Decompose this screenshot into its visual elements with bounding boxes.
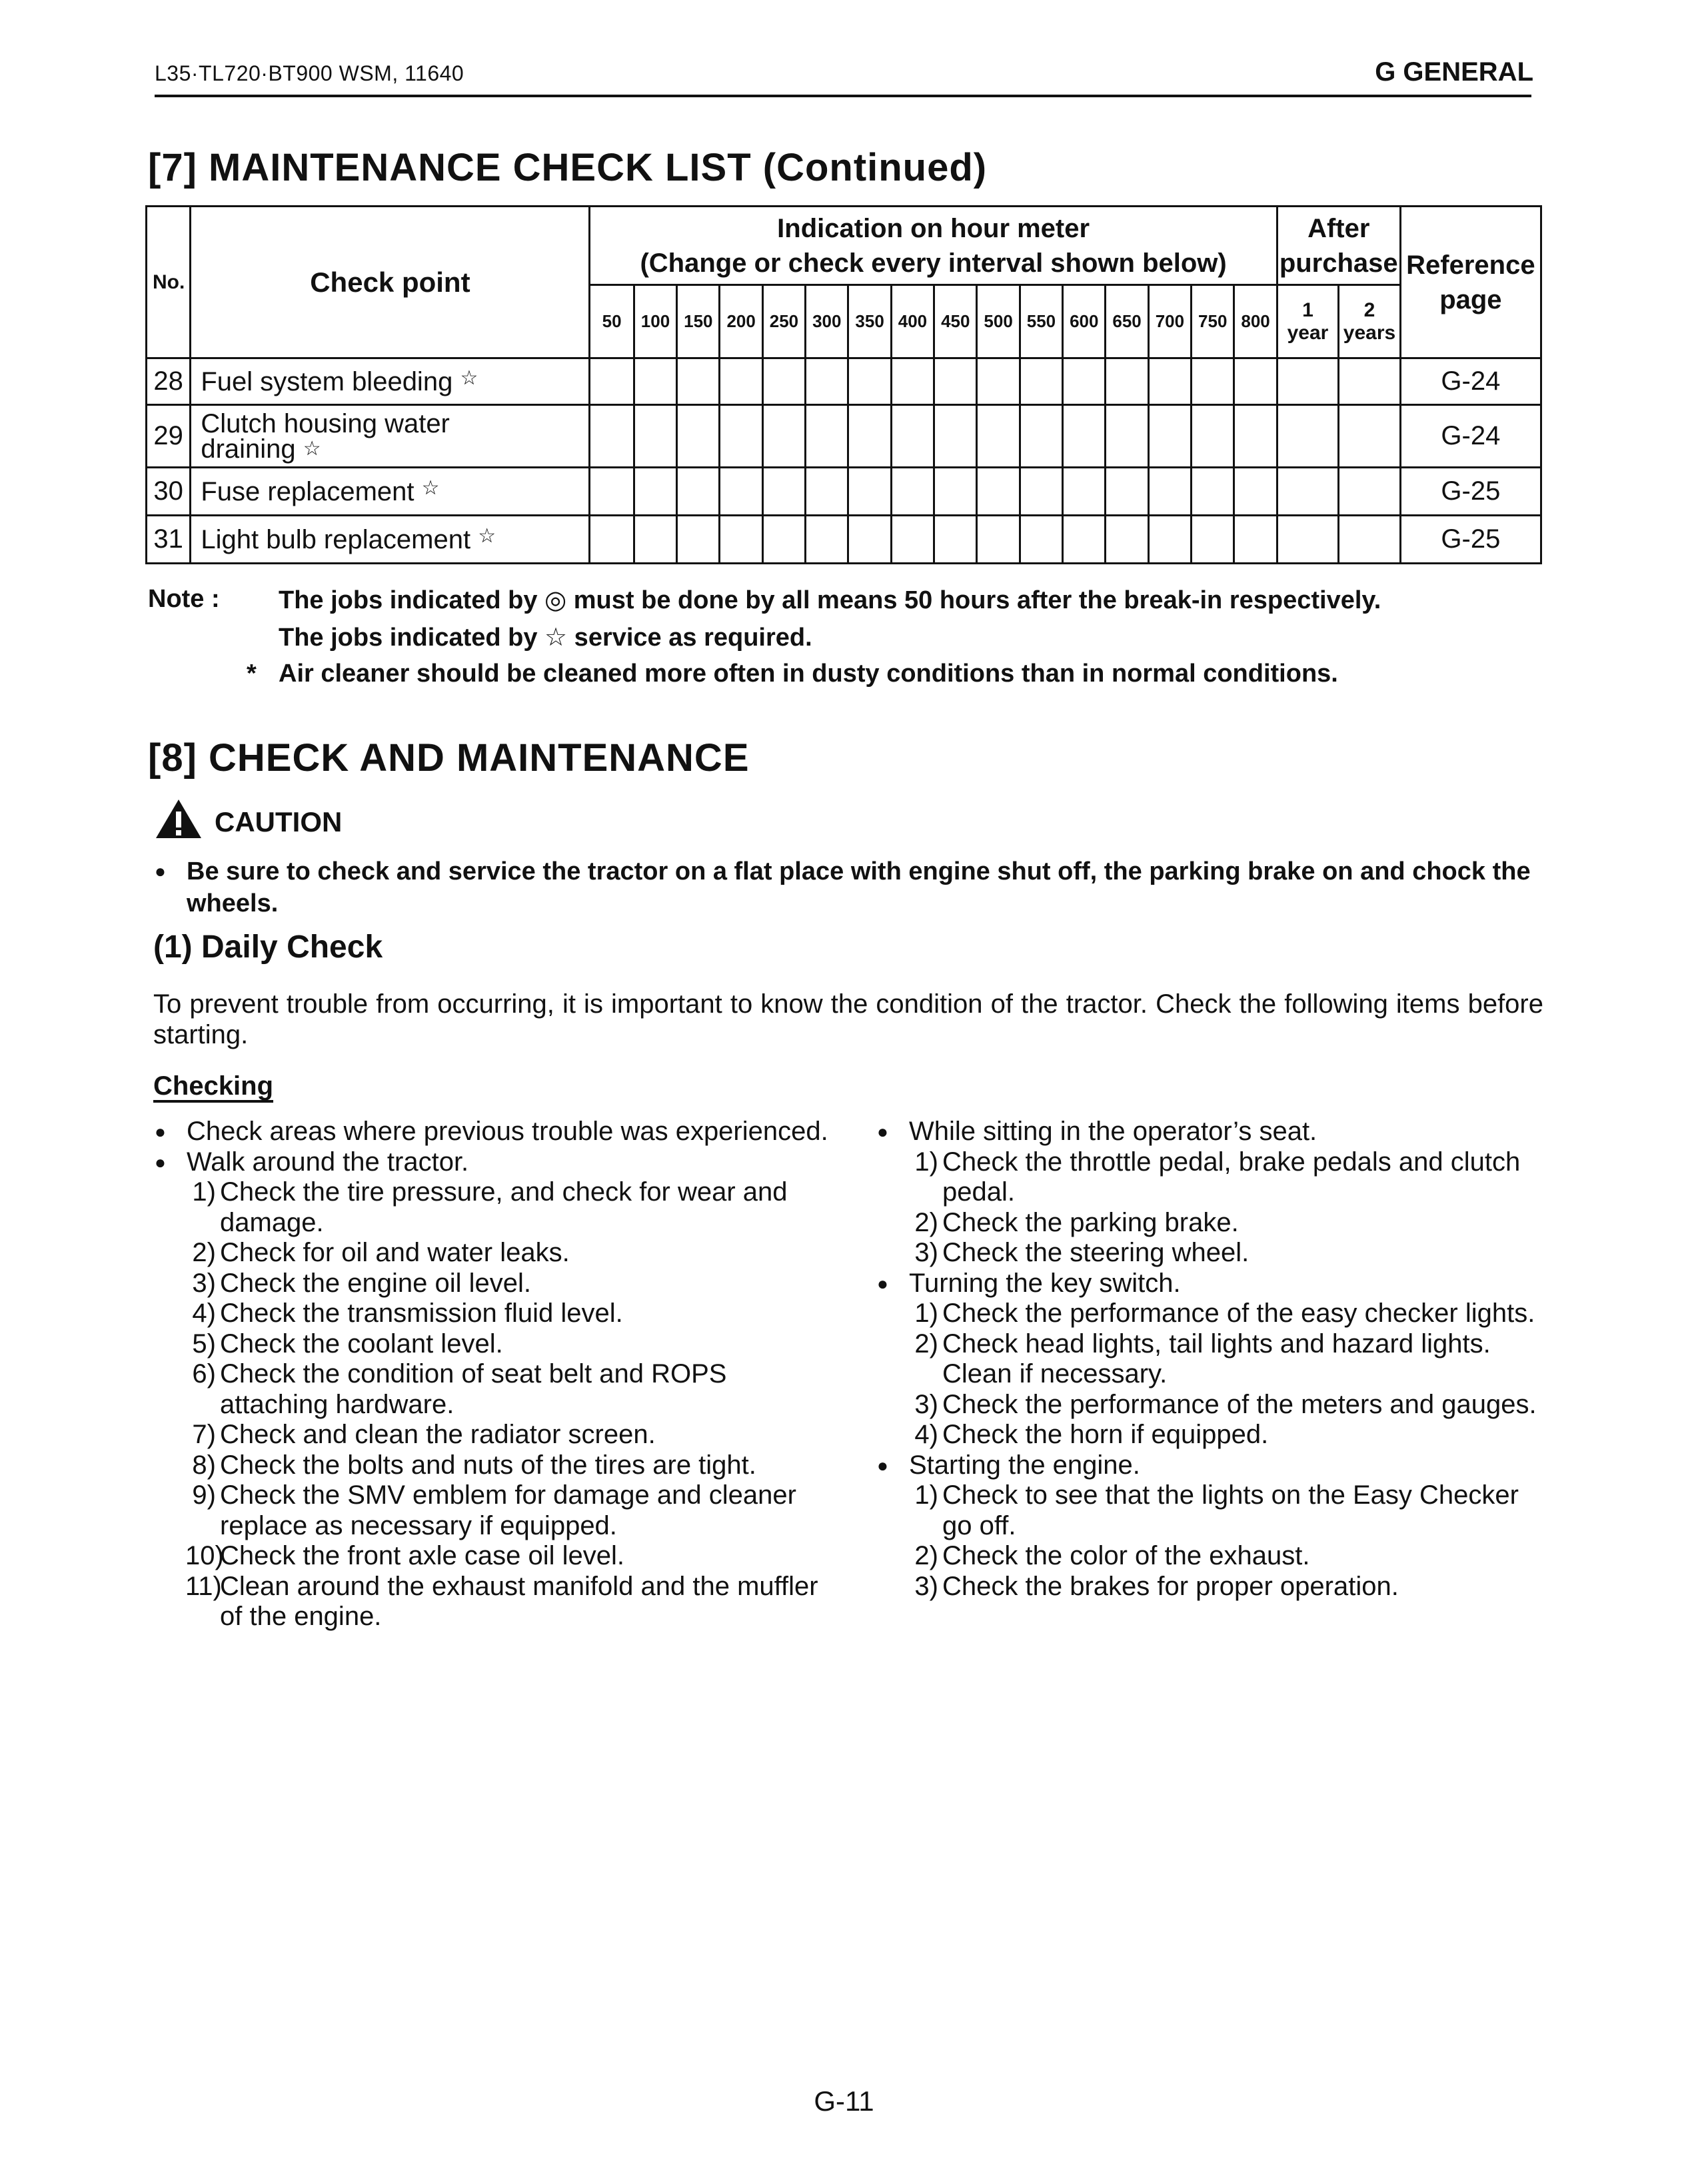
check-point-cell [191,516,590,564]
list-item: 5) Check the coolant level. [192,1329,503,1359]
list-item: 7) Check and clean the radiator screen. [192,1420,656,1449]
as-required-star-icon: ☆ [303,437,321,460]
daily-check-intro: To prevent trouble from occurring, it is important to know the condition of the tractor. Check the following items before starting. [153,989,1543,1049]
list-item: 1) Check the performance of the easy checker lights. [914,1299,1535,1328]
hourmeter-header-line1: Indication on hour meter [777,213,1090,243]
interval-cell: 50 [590,285,634,358]
section-8-title: [8] CHECK AND MAINTENANCE [148,736,750,780]
list-item: 9) Check the SMV emblem for damage and cleaner replace as necessary if equipped. [192,1480,796,1540]
after-1-year-unit: year [1287,321,1329,344]
hourmeter-header-line2: (Change or check every interval shown below) [640,248,1227,278]
after-1-year [1277,285,1338,358]
check-point-text-2: draining [201,434,296,464]
after-purchase-line2: purchase [1279,248,1398,278]
list-item: 3) Check the brakes for proper operation. [914,1571,1399,1601]
list-item: 2) Check for oil and water leaks. [192,1238,570,1267]
interval-cell: 750 [1192,285,1234,358]
list-item: 1) Check the tire pressure, and check for wear and damage. [192,1177,788,1237]
check-point-cell [191,405,590,468]
interval-cell: 250 [762,285,805,358]
note-label: Note : [148,585,220,613]
list-item: ● Walk around the tractor. [155,1147,834,1178]
list-item: 4) Check the horn if equipped. [914,1420,1269,1449]
interval-cell: 100 [634,285,676,358]
list-item: 6) Check the condition of seat belt and ROPS attaching hardware. [192,1359,727,1419]
interval-cell: 800 [1234,285,1277,358]
note-line-1: The jobs indicated by ◎ must be done by all means 50 hours after the break-in respectively. [279,586,1381,614]
maintenance-check-table [145,205,1542,564]
left-checklist [155,1117,834,1632]
table-header-row [147,207,1541,285]
reference-line2: page [1439,284,1502,314]
row-number: 29 [147,405,191,468]
page-number: G-11 [814,2085,874,2117]
interval-cell: 450 [934,285,977,358]
reference-line1: Reference [1406,250,1535,280]
col-check-header: Check point [191,207,590,358]
row-number: 30 [147,468,191,516]
interval-cell: 600 [1063,285,1106,358]
checking-label: Checking [153,1071,274,1101]
list-item: ● Starting the engine. [877,1450,1546,1481]
list-item: ● Turning the key switch. [877,1269,1546,1299]
after-2-years-num: 2 [1363,298,1375,321]
check-point-text: Fuel system bleeding [201,366,453,396]
right-checklist [877,1117,1546,1602]
warning-triangle-icon [155,798,203,843]
bullet-dot-icon: ● [155,861,166,881]
reference-page: G-24 [1400,405,1541,468]
caution-label: CAUTION [215,806,343,837]
list-item: 3) Check the engine oil level. [192,1268,531,1298]
list-item: 1) Check to see that the lights on the Easy Checker go off. [914,1480,1519,1540]
interval-cell: 650 [1106,285,1148,358]
list-item: 3) Check the performance of the meters and gauges. [914,1389,1537,1419]
check-point-text: Fuse replacement [201,476,415,506]
list-item: 2) Check the color of the exhaust. [914,1541,1310,1570]
table-row [147,468,1541,516]
list-item: 2) Check head lights, tail lights and hazard lights. Clean if necessary. [914,1329,1491,1388]
as-required-star-icon: ☆ [478,524,496,547]
caution-bullet [155,855,1542,919]
interval-cell: 550 [1020,285,1062,358]
list-item: 8) Check the bolts and nuts of the tires are tight. [192,1450,756,1480]
check-point-text: Light bulb replacement [201,524,471,554]
col-no-header: No. [147,207,191,358]
section-name: G GENERAL [1375,57,1533,87]
after-2-years [1339,285,1401,358]
interval-cell: 500 [977,285,1020,358]
reference-page: G-24 [1400,358,1541,405]
check-point-cell [191,358,590,405]
hourmeter-header [590,207,1277,285]
check-point-text: Clutch housing water [201,408,450,438]
note-asterisk: * [247,660,257,688]
caution-text: Be sure to check and service the tractor on a flat place with engine shut off, the parking brake on and chock the wheels. [187,857,1531,917]
reference-page: G-25 [1400,468,1541,516]
interval-cell: 350 [848,285,891,358]
list-item: ● Check areas where previous trouble was experienced. [155,1117,834,1147]
row-number: 31 [147,516,191,564]
table-row [147,516,1541,564]
after-purchase-line1: After [1307,213,1370,243]
interval-cell: 700 [1148,285,1191,358]
interval-cell: 200 [720,285,762,358]
daily-check-title: (1) Daily Check [153,929,383,965]
interval-cell: 400 [891,285,934,358]
reference-page: G-25 [1400,516,1541,564]
reference-header [1400,207,1541,358]
interval-cell: 300 [806,285,848,358]
after-2-years-unit: years [1343,321,1396,344]
list-item: 10)Check the front axle case oil level. [185,1541,624,1570]
list-item: ● While sitting in the operator’s seat. [877,1117,1546,1147]
list-item: 4) Check the transmission fluid level. [192,1299,623,1328]
after-purchase-header [1277,207,1400,285]
list-item: 2) Check the parking brake. [914,1207,1239,1237]
list-item: 1) Check the throttle pedal, brake pedals and clutch pedal. [914,1147,1521,1207]
table-row [147,358,1541,405]
row-number: 28 [147,358,191,405]
document-id: L35·TL720·BT900 WSM, 11640 [155,61,464,85]
section-7-title: [7] MAINTENANCE CHECK LIST (Continued) [148,146,988,189]
as-required-star-icon: ☆ [421,476,440,499]
header-rule [155,95,1531,97]
as-required-star-icon: ☆ [460,366,478,389]
after-1-year-num: 1 [1302,298,1313,321]
interval-cell: 150 [677,285,720,358]
check-point-cell [191,468,590,516]
note-line-3: Air cleaner should be cleaned more often in dusty conditions than in normal conditions. [279,660,1338,688]
list-item: 11)Clean around the exhaust manifold and the muffler of the engine. [185,1571,818,1631]
note-line-2: The jobs indicated by ☆ service as required. [279,624,812,652]
table-row [147,405,1541,468]
list-item: 3) Check the steering wheel. [914,1238,1250,1267]
